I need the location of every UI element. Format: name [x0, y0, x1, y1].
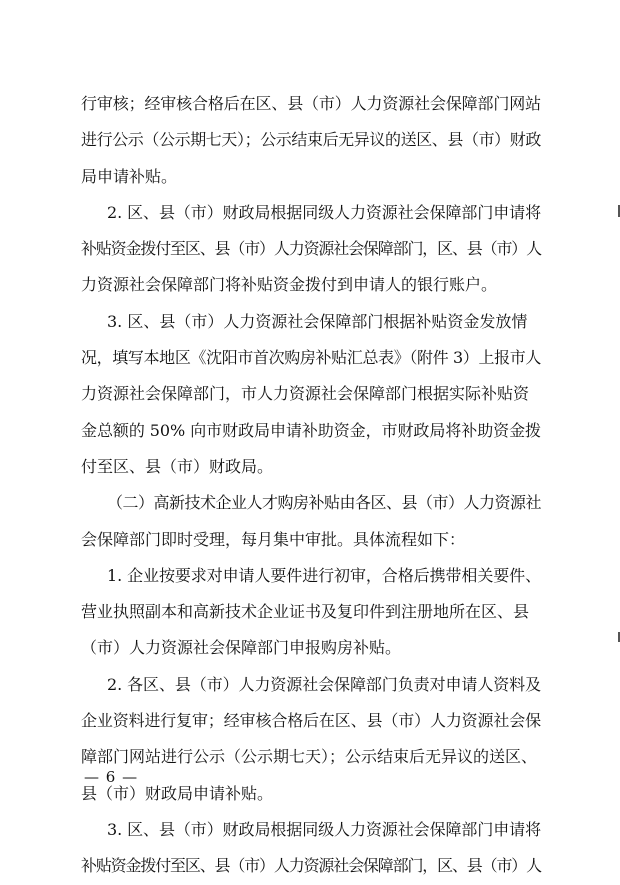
text-line: 2. 各区、县（市）人力资源社会保障部门负责对申请人资料及 — [107, 674, 541, 694]
text-line: 局申请补贴。 — [81, 166, 178, 186]
text-line: 况，填写本地区《沈阳市首次购房补贴汇总表》（附件 3）上报市人 — [81, 348, 541, 368]
text-line: （市）人力资源社会保障部门申报购房补贴。 — [81, 638, 402, 658]
text-line: 力资源社会保障部门将补贴资金拨付到申请人的银行账户。 — [81, 275, 498, 295]
text-line: 会保障部门即时受理，每月集中审批。具体流程如下： — [81, 529, 466, 549]
text-line: 进行公示（公示期七天）；公示结束后无异议的送区、县（市）财政 — [81, 130, 541, 150]
text-line: 补贴资金拨付至区、县（市）人力资源社会保障部门，区、县（市）人 — [81, 856, 541, 876]
text-line: 3. 区、县（市）财政局根据同级人力资源社会保障部门申请将 — [107, 819, 541, 839]
text-line: 3. 区、县（市）人力资源社会保障部门根据补贴资金发放情 — [107, 311, 528, 331]
body-text — [81, 86, 541, 885]
text-line: 力资源社会保障部门，市人力资源社会保障部门根据实际补贴资 — [81, 384, 530, 404]
text-line: （二）高新技术企业人才购房补贴由各区、县（市）人力资源社 — [107, 493, 541, 513]
text-line: 营业执照副本和高新技术企业证书及复印件到注册地所在区、县 — [81, 602, 530, 622]
text-line: 2. 区、县（市）财政局根据同级人力资源社会保障部门申请将 — [107, 202, 541, 222]
text-line: 补贴资金拨付至区、县（市）人力资源社会保障部门，区、县（市）人 — [81, 239, 541, 259]
text-line: 付至区、县（市）财政局。 — [81, 456, 274, 476]
page-number: — 6 — — [84, 768, 139, 786]
text-line: 金总额的 50% 向市财政局申请补助资金，市财政局将补助资金拨 — [81, 420, 541, 440]
text-line: 县（市）财政局申请补贴。 — [81, 783, 274, 803]
text-line: 1. 企业按要求对申请人要件进行初审，合格后携带相关要件、 — [107, 565, 541, 585]
text-line: 障部门网站进行公示（公示期七天）；公示结束后无异议的送区、 — [81, 747, 538, 767]
text-line: 企业资料进行复审；经审核合格后在区、县（市）人力资源社会保 — [81, 711, 541, 731]
text-line: 行审核；经审核合格后在区、县（市）人力资源社会保障部门网站 — [81, 94, 541, 113]
